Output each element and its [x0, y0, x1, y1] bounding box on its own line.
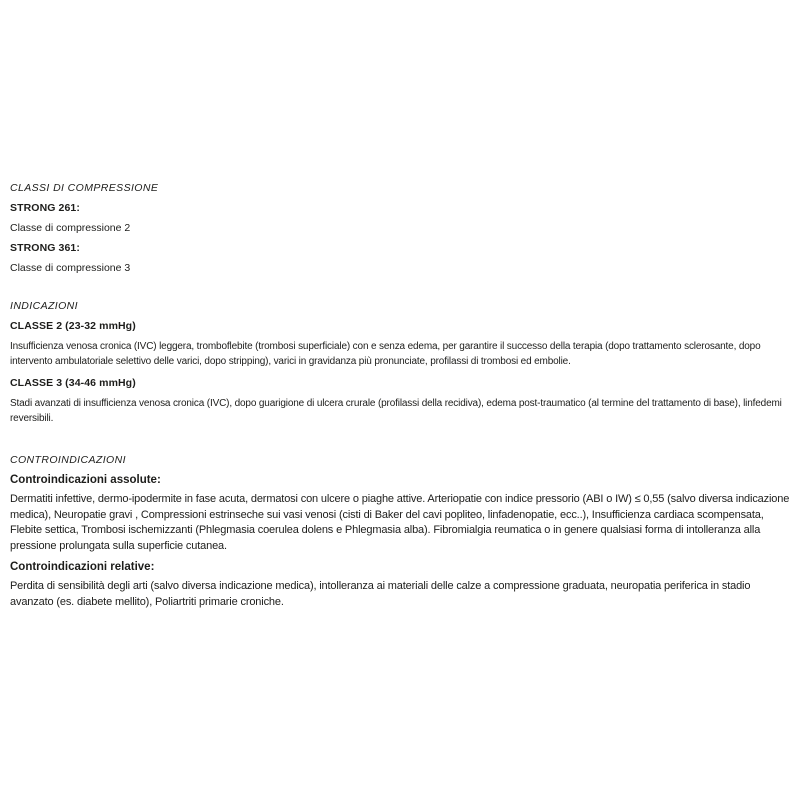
section-heading: CLASSI DI COMPRESSIONE	[10, 182, 159, 194]
item-text-classe-2: Classe di compressione 2	[10, 222, 131, 234]
item-paragraph-classe-2: Insufficienza venosa cronica (IVC) leggera, tromboflebite (trombosi superficiale) con e senza edema, per garantire il successo della terapia (dopo trattamento sclerosante, dopo intervento ambulatoriale selettivo delle varici, dopo stripping), varici in gravidanza più pronunciate, profilassi di trombosi ed embolie.	[10, 341, 761, 367]
section-heading: CONTROINDICAZIONI	[10, 454, 126, 466]
item-label-classe-3: CLASSE 3 (34-46 mmHg)	[10, 377, 136, 389]
item-label-controindicazioni-assolute: Controindicazioni assolute:	[10, 474, 161, 486]
item-text-classe-3: Classe di compressione 3	[10, 262, 131, 274]
section-indicazioni	[10, 296, 790, 426]
item-label-controindicazioni-relative: Controindicazioni relative:	[10, 560, 155, 573]
section-heading: INDICAZIONI	[10, 300, 78, 312]
item-paragraph-controindicazioni-assolute: Dermatiti infettive, dermo-ipodermite in fase acuta, dermatosi con ulcere o piaghe attive. Arteriopatie con indice pressorio (ABI o IW) ≤ 0,55 (salvo diversa indicazione medica), Neuropatie gravi , Compressioni estrinseche sui vasi venosi (cisti di Baker del cavi popliteo, linfadenopatie, ecc..), Insufficienza cardiaca scompensata, Flebite settica, Trombosi ischemizzanti (Phlegmasia coerulea dolens e Phlegmasia alba). Fibromialgia reumatica o in genere qualsiasi forma di intolleranza alla pressione prolungata sulla superficie cutanea.	[10, 493, 790, 553]
item-label-strong-261: STRONG 261:	[10, 202, 80, 214]
item-paragraph-classe-3: Stadi avanzati di insufficienza venosa cronica (IVC), dopo guarigione di ulcera crurale (profilassi della recidiva), edema post-traumatico (al termine del trattamento di base), linfedemi reversibili.	[10, 398, 782, 424]
section-classi-di-compressione	[10, 178, 790, 278]
item-paragraph-controindicazioni-relative: Perdita di sensibilità degli arti (salvo diversa indicazione medica), intolleranza ai materiali delle calze a compressione graduata, neuropatia periferica in stadio avanzato (es. diabete mellito), Poliartriti primarie croniche.	[10, 579, 751, 608]
item-label-classe-2: CLASSE 2 (23-32 mmHg)	[10, 320, 136, 332]
item-label-strong-361: STRONG 361:	[10, 242, 80, 254]
section-controindicazioni	[10, 450, 790, 610]
